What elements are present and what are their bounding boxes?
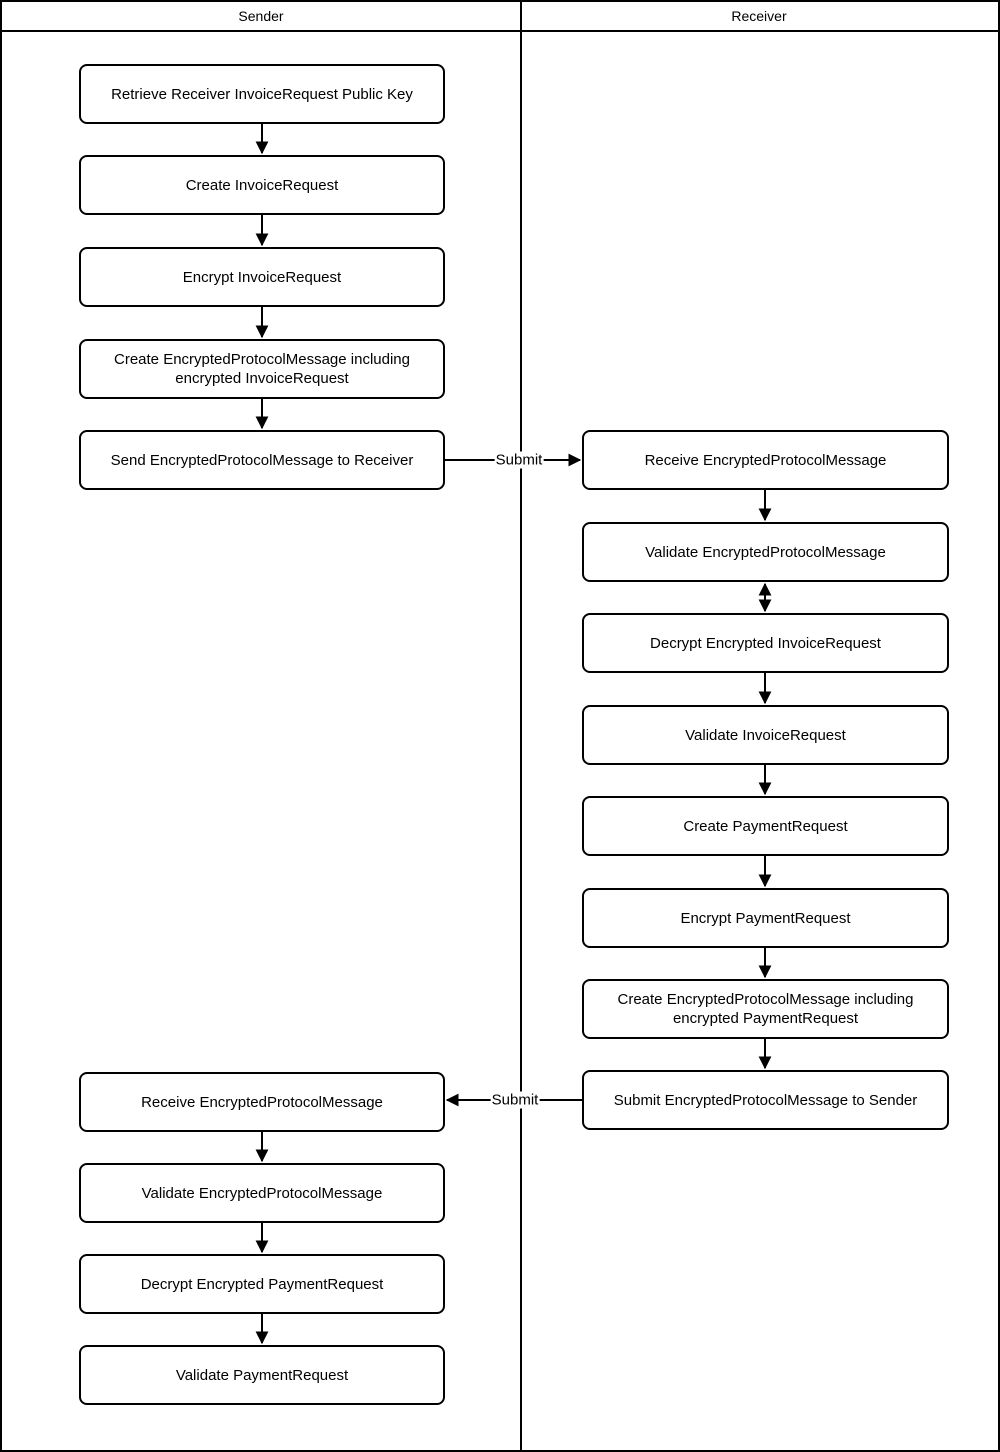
node-validate-invoicerequest xyxy=(582,705,949,765)
node-label: Validate PaymentRequest xyxy=(175,1366,349,1384)
node-encrypt-paymentrequest xyxy=(582,888,949,948)
edge-label-submit-to-sender: Submit xyxy=(491,1091,539,1109)
lane-divider xyxy=(520,2,522,1450)
node-decrypt-encrypted-invoicerequest xyxy=(582,613,949,673)
node-label: Encrypt PaymentRequest xyxy=(680,909,851,927)
node-label: Validate EncryptedProtocolMessage xyxy=(645,543,886,561)
node-submit-encryptedprotocolmessage-to-sender xyxy=(582,1070,949,1130)
node-create-paymentrequest xyxy=(582,796,949,856)
node-label: Create EncryptedProtocolMessage including encrypted InvoiceRequest xyxy=(114,351,410,387)
edge-label-submit-to-receiver: Submit xyxy=(495,451,543,469)
lane-header-receiver xyxy=(520,2,998,32)
node-label: Encrypt InvoiceRequest xyxy=(182,268,342,286)
lane-header-sender xyxy=(2,2,520,32)
node-sender-receive-encryptedprotocolmessage xyxy=(79,1072,445,1132)
node-label: Create PaymentRequest xyxy=(683,817,848,835)
node-label: Retrieve Receiver InvoiceRequest Public Key xyxy=(111,85,413,103)
node-create-encryptedprotocolmessage-invoice xyxy=(79,339,445,399)
node-label: Create EncryptedProtocolMessage including encrypted PaymentRequest xyxy=(617,991,914,1027)
node-label: Submit EncryptedProtocolMessage to Sender xyxy=(613,1091,918,1109)
node-send-encryptedprotocolmessage xyxy=(79,430,445,490)
node-receiver-receive-encryptedprotocolmessage xyxy=(582,430,949,490)
lane-title-sender: Sender xyxy=(238,8,284,24)
node-create-invoicerequest xyxy=(79,155,445,215)
node-label: Send EncryptedProtocolMessage to Receiver xyxy=(110,451,414,469)
node-label: Receive EncryptedProtocolMessage xyxy=(141,1093,383,1111)
node-retrieve-public-key xyxy=(79,64,445,124)
node-sender-validate-encryptedprotocolmessage xyxy=(79,1163,445,1223)
node-label: Validate InvoiceRequest xyxy=(685,726,846,744)
node-label: Create InvoiceRequest xyxy=(185,176,339,194)
lane-title-receiver: Receiver xyxy=(731,8,787,24)
node-encrypt-invoicerequest xyxy=(79,247,445,307)
node-label: Decrypt Encrypted InvoiceRequest xyxy=(650,634,881,652)
node-receiver-validate-encryptedprotocolmessage xyxy=(582,522,949,582)
node-validate-paymentrequest xyxy=(79,1345,445,1405)
node-label: Decrypt Encrypted PaymentRequest xyxy=(140,1275,384,1293)
node-label: Validate EncryptedProtocolMessage xyxy=(141,1184,383,1202)
node-create-encryptedprotocolmessage-payment xyxy=(582,979,949,1039)
node-decrypt-paymentrequest xyxy=(79,1254,445,1314)
node-label: Receive EncryptedProtocolMessage xyxy=(644,451,887,469)
